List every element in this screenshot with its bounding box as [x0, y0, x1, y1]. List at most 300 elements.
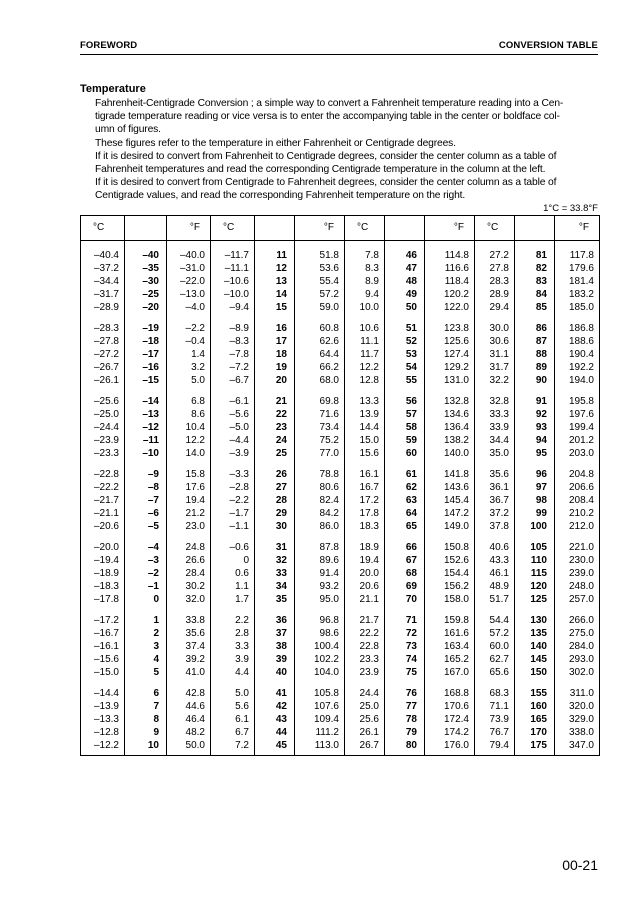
table-cell: 149.0 — [425, 520, 475, 533]
table-cell: 46 — [385, 241, 425, 263]
table-cell: 14.0 — [167, 447, 211, 460]
table-row — [81, 241, 600, 263]
table-cell: 76 — [385, 679, 425, 700]
table-row — [81, 567, 600, 580]
table-cell: 197.6 — [555, 408, 600, 421]
table-cell: 8 — [125, 713, 167, 726]
table-cell: 199.4 — [555, 421, 600, 434]
table-cell: –9 — [125, 460, 167, 481]
table-cell: 74 — [385, 653, 425, 666]
table-cell: 50.0 — [167, 739, 211, 756]
table-cell: 44 — [255, 726, 295, 739]
table-cell: 91.4 — [295, 567, 345, 580]
table-cell: 131.0 — [425, 374, 475, 387]
table-row — [81, 580, 600, 593]
table-cell: –0.4 — [167, 335, 211, 348]
table-cell: 145 — [515, 653, 555, 666]
table-cell: 21.7 — [345, 606, 385, 627]
table-cell: 26 — [255, 460, 295, 481]
table-cell: 64.4 — [295, 348, 345, 361]
table-cell: 65 — [385, 520, 425, 533]
table-cell: 35 — [255, 593, 295, 606]
table-cell: 15.0 — [345, 434, 385, 447]
table-cell: –2.2 — [167, 314, 211, 335]
table-cell: 145.4 — [425, 494, 475, 507]
table-cell: 24.8 — [167, 533, 211, 554]
table-cell: 8.3 — [345, 262, 385, 275]
table-cell: 21.2 — [167, 507, 211, 520]
table-cell: 77 — [385, 700, 425, 713]
table-cell: –11 — [125, 434, 167, 447]
table-cell: 136.4 — [425, 421, 475, 434]
table-cell: 68 — [385, 567, 425, 580]
table-cell: 20.6 — [345, 580, 385, 593]
table-cell: 33 — [255, 567, 295, 580]
table-cell: 35.6 — [475, 460, 515, 481]
table-cell: –34.4 — [81, 275, 125, 288]
table-cell: 87.8 — [295, 533, 345, 554]
column-header: °F — [295, 216, 345, 241]
table-row — [81, 533, 600, 554]
table-cell: 97 — [515, 481, 555, 494]
table-row — [81, 653, 600, 666]
table-cell: 72 — [385, 627, 425, 640]
table-cell: –16.7 — [81, 627, 125, 640]
table-cell: 248.0 — [555, 580, 600, 593]
table-cell: 114.8 — [425, 241, 475, 263]
table-row — [81, 434, 600, 447]
table-cell: 62.6 — [295, 335, 345, 348]
table-cell: –15.0 — [81, 666, 125, 679]
table-row — [81, 408, 600, 421]
table-cell: 66 — [385, 533, 425, 554]
table-cell: –6.7 — [211, 374, 255, 387]
table-cell: 80 — [385, 739, 425, 756]
table-cell: 28.3 — [475, 275, 515, 288]
table-cell: 203.0 — [555, 447, 600, 460]
table-cell: –23.3 — [81, 447, 125, 460]
table-cell: 48.9 — [475, 580, 515, 593]
table-cell: 42.8 — [167, 679, 211, 700]
table-cell: 95 — [515, 447, 555, 460]
table-cell: –4 — [125, 533, 167, 554]
table-cell: –14.4 — [81, 679, 125, 700]
section-title: Temperature — [80, 83, 146, 95]
table-cell: 19.4 — [345, 554, 385, 567]
table-header-row — [81, 216, 600, 241]
table-cell: –12 — [125, 421, 167, 434]
table-cell: 68.0 — [295, 374, 345, 387]
table-cell: 9 — [125, 726, 167, 739]
column-header — [255, 216, 295, 241]
table-cell: –16 — [125, 361, 167, 374]
table-cell: 40.6 — [475, 533, 515, 554]
table-cell: 23.0 — [167, 520, 211, 533]
table-cell: 165.2 — [425, 653, 475, 666]
table-cell: –15 — [125, 374, 167, 387]
table-cell: –7.8 — [211, 348, 255, 361]
table-cell: 7.2 — [211, 739, 255, 756]
table-row — [81, 481, 600, 494]
table-cell: 48.2 — [167, 726, 211, 739]
column-header — [125, 216, 167, 241]
table-cell: –4.0 — [167, 301, 211, 314]
table-cell: 230.0 — [555, 554, 600, 567]
table-cell: –24.4 — [81, 421, 125, 434]
table-cell: 71 — [385, 606, 425, 627]
table-cell: 28 — [255, 494, 295, 507]
table-cell: 150 — [515, 666, 555, 679]
table-cell: 16 — [255, 314, 295, 335]
table-cell: 3.9 — [211, 653, 255, 666]
table-cell: 185.0 — [555, 301, 600, 314]
table-cell: 82 — [515, 262, 555, 275]
table-cell: 23 — [255, 421, 295, 434]
table-cell: 34.4 — [475, 434, 515, 447]
table-cell: 10 — [125, 739, 167, 756]
table-cell: 56 — [385, 387, 425, 408]
table-cell: 25.6 — [345, 713, 385, 726]
table-cell: 160 — [515, 700, 555, 713]
table-cell: –9.4 — [211, 301, 255, 314]
table-cell: 27 — [255, 481, 295, 494]
table-cell: 170 — [515, 726, 555, 739]
table-cell: 89 — [515, 361, 555, 374]
table-cell: –3.3 — [211, 460, 255, 481]
table-cell: 36.1 — [475, 481, 515, 494]
table-row — [81, 520, 600, 533]
table-cell: 71.6 — [295, 408, 345, 421]
table-cell: –4.4 — [211, 434, 255, 447]
table-cell: 123.8 — [425, 314, 475, 335]
table-cell: –25 — [125, 288, 167, 301]
table-cell: 35.0 — [475, 447, 515, 460]
table-cell: 120.2 — [425, 288, 475, 301]
table-cell: 86 — [515, 314, 555, 335]
table-cell: 302.0 — [555, 666, 600, 679]
table-cell: 5.6 — [211, 700, 255, 713]
table-cell: 6 — [125, 679, 167, 700]
table-cell: 37 — [255, 627, 295, 640]
table-cell: 76.7 — [475, 726, 515, 739]
table-cell: 73.4 — [295, 421, 345, 434]
column-header — [515, 216, 555, 241]
table-cell: 172.4 — [425, 713, 475, 726]
table-cell: –22.2 — [81, 481, 125, 494]
table-cell: 8.6 — [167, 408, 211, 421]
table-row — [81, 447, 600, 460]
table-cell: –35 — [125, 262, 167, 275]
table-cell: 66.2 — [295, 361, 345, 374]
table-cell: 257.0 — [555, 593, 600, 606]
table-cell: 48 — [385, 275, 425, 288]
table-cell: 134.6 — [425, 408, 475, 421]
table-cell: 141.8 — [425, 460, 475, 481]
table-cell: 150.8 — [425, 533, 475, 554]
table-cell: –28.3 — [81, 314, 125, 335]
table-cell: 70 — [385, 593, 425, 606]
table-cell: 39 — [255, 653, 295, 666]
table-cell: 132.8 — [425, 387, 475, 408]
table-cell: 31 — [255, 533, 295, 554]
table-cell: 75 — [385, 666, 425, 679]
table-cell: 52 — [385, 335, 425, 348]
table-cell: 2.2 — [211, 606, 255, 627]
table-cell: 10.0 — [345, 301, 385, 314]
table-cell: 16.1 — [345, 460, 385, 481]
body-line: Fahrenheit temperatures and read the corresponding Centigrade temperature in the column at the left. — [95, 164, 546, 176]
table-cell: 116.6 — [425, 262, 475, 275]
table-cell: 46.4 — [167, 713, 211, 726]
table-row — [81, 666, 600, 679]
table-cell: –22.8 — [81, 460, 125, 481]
table-cell: 194.0 — [555, 374, 600, 387]
table-cell: 0 — [211, 554, 255, 567]
table-cell: 37.2 — [475, 507, 515, 520]
table-cell: –40.4 — [81, 241, 125, 263]
table-cell: 8.9 — [345, 275, 385, 288]
table-cell: 17.8 — [345, 507, 385, 520]
table-cell: 77.0 — [295, 447, 345, 460]
table-cell: 158.0 — [425, 593, 475, 606]
column-header: °F — [555, 216, 600, 241]
table-cell: 50 — [385, 301, 425, 314]
table-cell: 156.2 — [425, 580, 475, 593]
table-cell: 1.1 — [211, 580, 255, 593]
table-cell: 25.0 — [345, 700, 385, 713]
table-cell: –2.2 — [211, 494, 255, 507]
table-cell: –25.6 — [81, 387, 125, 408]
table-cell: –14 — [125, 387, 167, 408]
table-cell: 12.8 — [345, 374, 385, 387]
table-cell: 79 — [385, 726, 425, 739]
table-cell: –5.0 — [211, 421, 255, 434]
table-cell: –21.1 — [81, 507, 125, 520]
table-cell: –3 — [125, 554, 167, 567]
table-cell: 188.6 — [555, 335, 600, 348]
table-cell: 55 — [385, 374, 425, 387]
table-cell: 127.4 — [425, 348, 475, 361]
table-cell: 18 — [255, 348, 295, 361]
table-cell: 42 — [255, 700, 295, 713]
section-body — [95, 97, 600, 203]
table-cell: 94 — [515, 434, 555, 447]
table-cell: 175 — [515, 739, 555, 756]
table-row — [81, 288, 600, 301]
table-cell: 80.6 — [295, 481, 345, 494]
table-cell: –12.8 — [81, 726, 125, 739]
table-cell: –20 — [125, 301, 167, 314]
table-cell: 102.2 — [295, 653, 345, 666]
table-cell: 113.0 — [295, 739, 345, 756]
table-cell: –13 — [125, 408, 167, 421]
table-cell: –5.6 — [211, 408, 255, 421]
table-cell: 15.6 — [345, 447, 385, 460]
table-cell: 125.6 — [425, 335, 475, 348]
table-cell: 59.0 — [295, 301, 345, 314]
table-cell: 154.4 — [425, 567, 475, 580]
table-cell: 32.0 — [167, 593, 211, 606]
table-cell: 159.8 — [425, 606, 475, 627]
table-cell: –13.3 — [81, 713, 125, 726]
table-cell: –3.9 — [211, 447, 255, 460]
table-cell: 190.4 — [555, 348, 600, 361]
column-header: °C — [475, 216, 515, 241]
table-cell: –19 — [125, 314, 167, 335]
table-cell: –20.0 — [81, 533, 125, 554]
conversion-note: 1°C = 33.8°F — [543, 203, 598, 214]
table-cell: 120 — [515, 580, 555, 593]
table-cell: 64 — [385, 507, 425, 520]
table-cell: 0 — [125, 593, 167, 606]
table-cell: 3.2 — [167, 361, 211, 374]
table-cell: 67 — [385, 554, 425, 567]
table-cell: 3.3 — [211, 640, 255, 653]
table-cell: 27.2 — [475, 241, 515, 263]
table-cell: 111.2 — [295, 726, 345, 739]
table-cell: 135 — [515, 627, 555, 640]
table-row — [81, 679, 600, 700]
table-cell: 168.8 — [425, 679, 475, 700]
table-cell: 275.0 — [555, 627, 600, 640]
table-cell: 117.8 — [555, 241, 600, 263]
table-cell: 17.2 — [345, 494, 385, 507]
body-line: tigrade temperature reading or vice versa is to enter the accompanying table in the center or boldface col- — [95, 111, 560, 123]
table-cell: 47 — [385, 262, 425, 275]
table-cell: 91 — [515, 387, 555, 408]
table-cell: 86.0 — [295, 520, 345, 533]
table-cell: 79.4 — [475, 739, 515, 756]
table-cell: 96.8 — [295, 606, 345, 627]
table-cell: 35.6 — [167, 627, 211, 640]
table-cell: 13.9 — [345, 408, 385, 421]
table-cell: 33.8 — [167, 606, 211, 627]
table-cell: 82.4 — [295, 494, 345, 507]
table-cell: 130 — [515, 606, 555, 627]
table-row — [81, 593, 600, 606]
table-cell: –25.0 — [81, 408, 125, 421]
table-cell: 71.1 — [475, 700, 515, 713]
table-cell: 174.2 — [425, 726, 475, 739]
table-cell: 87 — [515, 335, 555, 348]
table-cell: 39.2 — [167, 653, 211, 666]
table-cell: 26.6 — [167, 554, 211, 567]
table-cell: 12 — [255, 262, 295, 275]
table-cell: –16.1 — [81, 640, 125, 653]
table-cell: 32.2 — [475, 374, 515, 387]
table-cell: 49 — [385, 288, 425, 301]
table-cell: 5.0 — [167, 374, 211, 387]
table-cell: 107.6 — [295, 700, 345, 713]
table-cell: 18.3 — [345, 520, 385, 533]
table-cell: –2 — [125, 567, 167, 580]
table-cell: 17 — [255, 335, 295, 348]
table-row — [81, 387, 600, 408]
table-cell: 21.1 — [345, 593, 385, 606]
table-cell: 34 — [255, 580, 295, 593]
table-cell: 73.9 — [475, 713, 515, 726]
table-cell: 99 — [515, 507, 555, 520]
header-chapter-title: CONVERSION TABLE — [498, 40, 598, 51]
table-cell: 30 — [255, 520, 295, 533]
table-cell: 60 — [385, 447, 425, 460]
table-cell: 31.1 — [475, 348, 515, 361]
table-cell: 20.0 — [345, 567, 385, 580]
table-cell: –18 — [125, 335, 167, 348]
table-cell: 143.6 — [425, 481, 475, 494]
table-row — [81, 554, 600, 567]
table-cell: 20 — [255, 374, 295, 387]
table-cell: –10.6 — [211, 275, 255, 288]
table-cell: 69.8 — [295, 387, 345, 408]
table-cell: 110 — [515, 554, 555, 567]
table-cell: 2 — [125, 627, 167, 640]
table-cell: 26.1 — [345, 726, 385, 739]
table-cell: 201.2 — [555, 434, 600, 447]
table-cell: –31.7 — [81, 288, 125, 301]
table-row — [81, 507, 600, 520]
table-cell: –7.2 — [211, 361, 255, 374]
table-cell: 104.0 — [295, 666, 345, 679]
table-cell: 84.2 — [295, 507, 345, 520]
table-cell: –8 — [125, 481, 167, 494]
table-cell: 28.9 — [475, 288, 515, 301]
header-section-title: FOREWORD — [80, 40, 138, 51]
table-cell: 54.4 — [475, 606, 515, 627]
table-cell: 13 — [255, 275, 295, 288]
table-cell: 68.3 — [475, 679, 515, 700]
table-cell: 98.6 — [295, 627, 345, 640]
table-cell: 208.4 — [555, 494, 600, 507]
table-cell: 105.8 — [295, 679, 345, 700]
table-cell: 2.8 — [211, 627, 255, 640]
table-cell: 95.0 — [295, 593, 345, 606]
body-line: These figures refer to the temperature in either Fahrenheit or Centigrade degrees. — [95, 137, 456, 149]
table-cell: 24 — [255, 434, 295, 447]
table-cell: 23.3 — [345, 653, 385, 666]
table-cell: 7 — [125, 700, 167, 713]
table-cell: 85 — [515, 301, 555, 314]
table-cell: 10.4 — [167, 421, 211, 434]
table-cell: –21.7 — [81, 494, 125, 507]
table-cell: 22.2 — [345, 627, 385, 640]
table-cell: 45 — [255, 739, 295, 756]
table-cell: –27.8 — [81, 335, 125, 348]
table-cell: 266.0 — [555, 606, 600, 627]
table-row — [81, 627, 600, 640]
table-cell: 311.0 — [555, 679, 600, 700]
table-cell: –40 — [125, 241, 167, 263]
table-cell: 6.1 — [211, 713, 255, 726]
table-cell: 57 — [385, 408, 425, 421]
column-header: °F — [425, 216, 475, 241]
table-cell: 57.2 — [475, 627, 515, 640]
table-cell: –17 — [125, 348, 167, 361]
table-cell: 7.8 — [345, 241, 385, 263]
table-row — [81, 700, 600, 713]
table-row — [81, 494, 600, 507]
table-cell: 19.4 — [167, 494, 211, 507]
table-cell: 51.8 — [295, 241, 345, 263]
table-cell: 38 — [255, 640, 295, 653]
table-cell: 206.6 — [555, 481, 600, 494]
table-cell: 118.4 — [425, 275, 475, 288]
table-cell: –10.0 — [211, 288, 255, 301]
table-cell: 13.3 — [345, 387, 385, 408]
table-cell: 32.8 — [475, 387, 515, 408]
table-cell: 186.8 — [555, 314, 600, 335]
table-cell: 22 — [255, 408, 295, 421]
